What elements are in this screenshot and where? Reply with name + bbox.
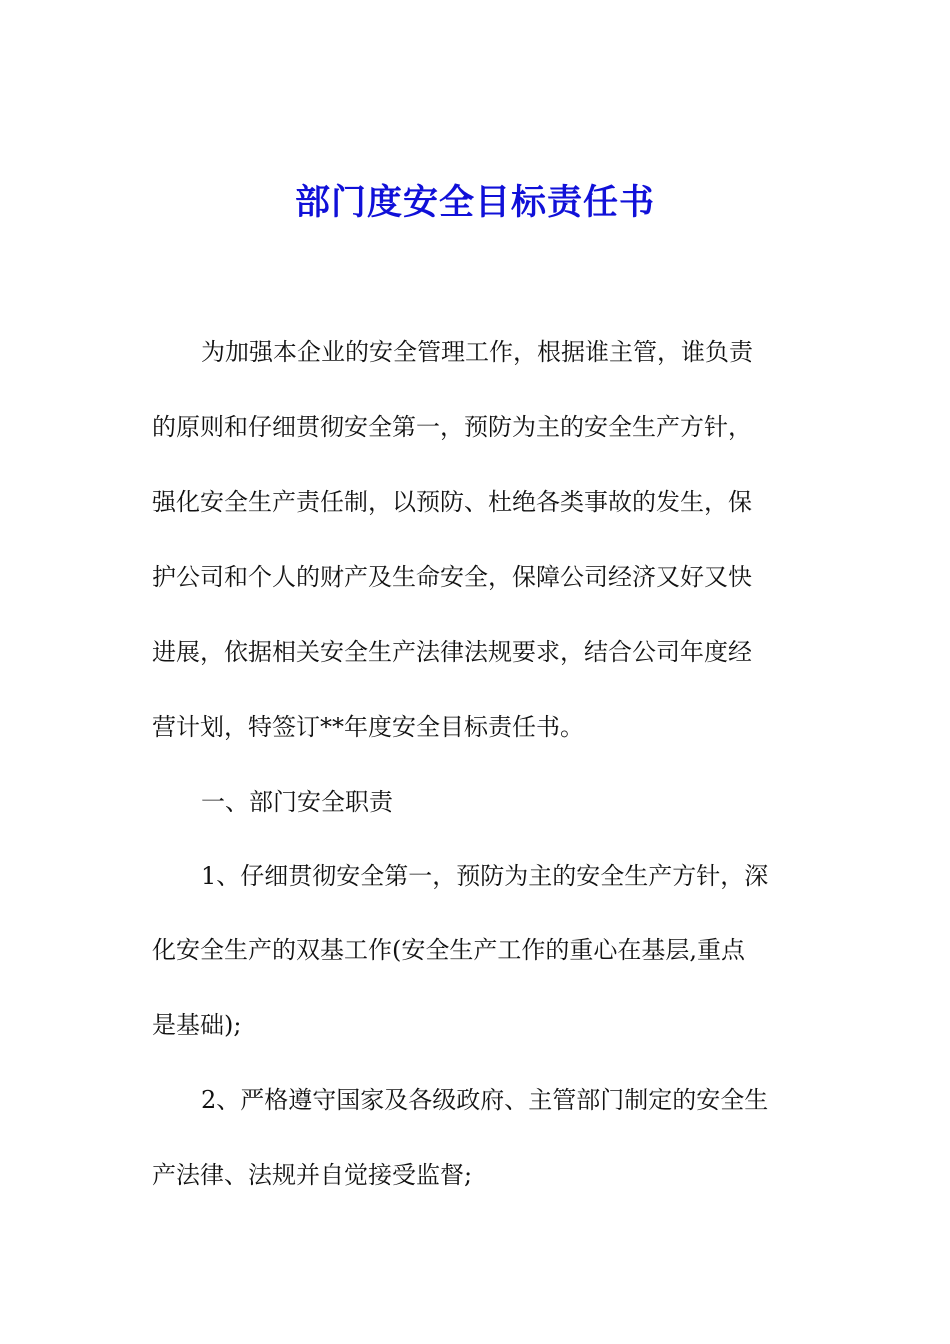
paragraph-line: 产法律、法规并自觉接受监督; [152,1161,473,1189]
paragraph-line: 的原则和仔细贯彻安全第一，预防为主的安全生产方针， [152,413,752,441]
paragraph-line: 进展，依据相关安全生产法律法规要求，结合公司年度经 [152,638,752,666]
paragraph-line: 2、严格遵守国家及各级政府、主管部门制定的安全生 [201,1086,769,1114]
paragraph-line: 是基础); [152,1011,242,1039]
document-title: 部门度安全目标责任书 [294,182,655,223]
paragraph-line: 营计划，特签订**年度安全目标责任书。 [152,713,584,741]
section-heading: 一、部门安全职责 [201,788,393,816]
paragraph-line: 1、仔细贯彻安全第一，预防为主的安全生产方针，深 [201,862,769,890]
paragraph-line: 化安全生产的双基工作(安全生产工作的重心在基层,重点 [152,936,745,964]
paragraph-line: 护公司和个人的财产及生命安全，保障公司经济又好又快 [152,563,752,591]
paragraph-line: 强化安全生产责任制，以预防、杜绝各类事故的发生，保 [152,488,752,516]
paragraph-line: 为加强本企业的安全管理工作，根据谁主管，谁负责 [201,338,753,366]
